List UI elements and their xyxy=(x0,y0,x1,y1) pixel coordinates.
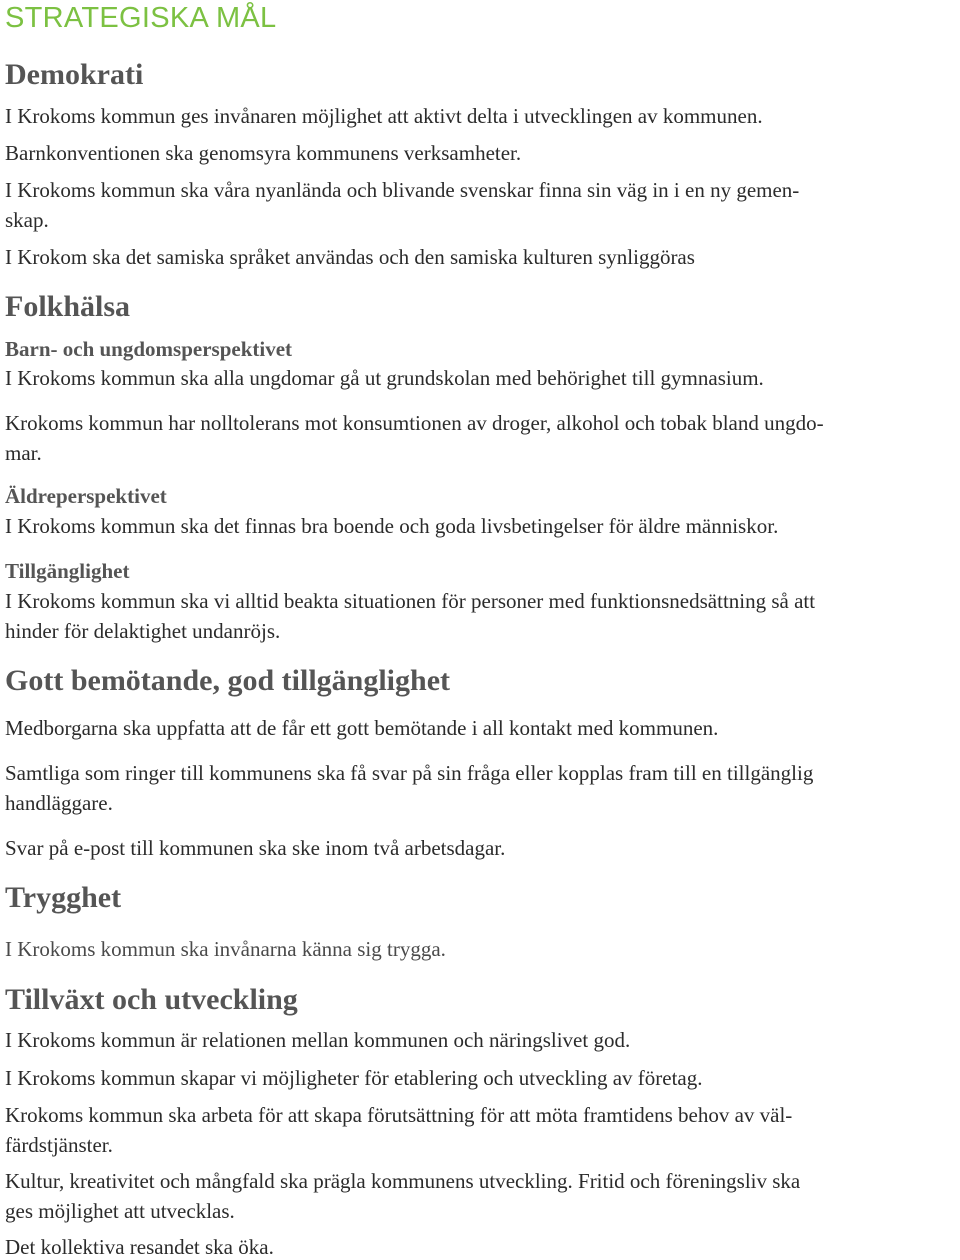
paragraph-line: I Krokoms kommun ges invånaren möjlighet att aktivt delta i utvecklingen av kommunen. xyxy=(5,104,763,128)
paragraph-line: färdstjänster. xyxy=(5,1133,113,1157)
paragraph-line: handläggare. xyxy=(5,791,113,815)
paragraph-line: Krokoms kommun har nolltolerans mot konsumtionen av droger, alkohol och tobak bland ungdo- xyxy=(5,411,824,435)
section-heading-trygghet: Trygghet xyxy=(5,881,122,914)
paragraph-line: ges möjlighet att utvecklas. xyxy=(5,1199,235,1223)
paragraph-line: Samtliga som ringer till kommunens ska få svar på sin fråga eller kopplas fram till en tillgänglig xyxy=(5,761,814,785)
paragraph-line: mar. xyxy=(5,441,42,465)
section-heading-bemotande: Gott bemötande, god tillgänglighet xyxy=(5,664,451,697)
paragraph-line: Barnkonventionen ska genomsyra kommunens verksamheter. xyxy=(5,141,522,165)
paragraph-line: Kultur, kreativitet och mångfald ska prägla kommunens utveckling. Fritid och föreningsliv ska xyxy=(5,1169,801,1193)
paragraph-line: Det kollektiva resandet ska öka. xyxy=(5,1235,274,1259)
section-heading-demokrati: Demokrati xyxy=(5,58,144,91)
paragraph-line: I Krokoms kommun ska våra nyanlända och blivande svenskar finna sin väg in i en ny gemen- xyxy=(5,178,800,202)
paragraph-line: I Krokoms kommun ska alla ungdomar gå ut grundskolan med behörighet till gymnasium. xyxy=(5,366,764,390)
paragraph-line: Svar på e-post till kommunen ska ske inom två arbetsdagar. xyxy=(5,836,506,860)
paragraph-line: I Krokoms kommun ska vi alltid beakta situationen för personer med funktionsnedsättning så att xyxy=(5,589,816,613)
paragraph-line: I Krokoms kommun ska det finnas bra boende och goda livsbetingelser för äldre människor. xyxy=(5,514,779,538)
paragraph-line: Krokoms kommun ska arbeta för att skapa förutsättning för att möta framtidens behov av väl- xyxy=(5,1103,793,1127)
section-heading-folkhalsa: Folkhälsa xyxy=(5,290,131,323)
paragraph-line: I Krokoms kommun är relationen mellan kommunen och näringslivet god. xyxy=(5,1028,631,1052)
paragraph-line: I Krokom ska det samiska språket användas och den samiska kulturen synliggöras xyxy=(5,245,695,269)
paragraph-line: skap. xyxy=(5,208,49,232)
subheading-tillganglighet: Tillgänglighet xyxy=(5,559,130,583)
page-title: STRATEGISKA MÅL xyxy=(5,2,277,34)
paragraph-line: I Krokoms kommun skapar vi möjligheter för etablering och utveckling av företag. xyxy=(5,1066,703,1090)
subheading-barn-och-ungdom: Barn- och ungdomsperspektivet xyxy=(5,337,293,361)
subheading-aldreperspektivet: Äldreperspektivet xyxy=(5,484,167,508)
paragraph-line: Medborgarna ska uppfatta att de får ett gott bemötande i all kontakt med kommunen. xyxy=(5,716,719,740)
section-heading-tillvaxt: Tillväxt och utveckling xyxy=(5,983,298,1016)
paragraph-line: I Krokoms kommun ska invånarna känna sig trygga. xyxy=(5,937,446,961)
paragraph-line: hinder för delaktighet undanröjs. xyxy=(5,619,281,643)
